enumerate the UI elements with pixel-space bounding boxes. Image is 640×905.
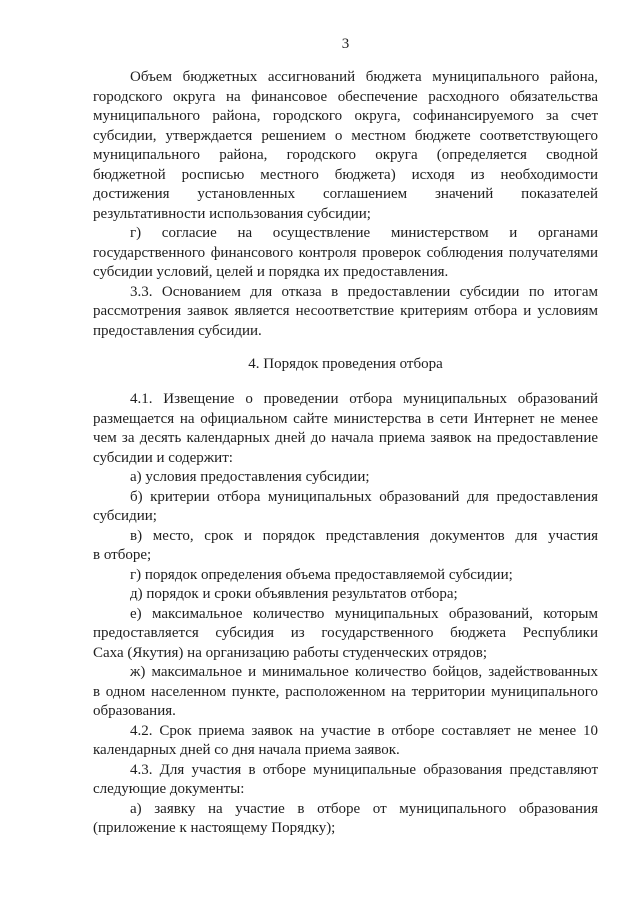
- paragraph: [93, 585, 598, 605]
- text-line: г) согласие на осуществление министерством и органами: [130, 225, 598, 242]
- text-line: в) место, срок и порядок представления документов для участия: [130, 527, 598, 544]
- text-line: Саха (Якутия) на организацию работы студенческих отрядов;: [93, 644, 488, 661]
- text-line: 4.2. Срок приема заявок на участие в отборе составляет не менее 10: [130, 722, 598, 739]
- text-line: муниципального района, городского округа (определяется сводной: [93, 147, 598, 164]
- paragraph: [93, 68, 598, 224]
- paragraph: [93, 761, 598, 800]
- text-line: чем за десять календарных дней до начала приема заявок на предоставление: [93, 430, 598, 447]
- section-4-body: [93, 390, 598, 839]
- text-line: (приложение к настоящему Порядку);: [93, 820, 336, 837]
- text-line: результативности использования субсидии;: [93, 205, 371, 222]
- text-line: достижения установленных соглашением значений показателей: [93, 186, 598, 203]
- paragraph: [93, 566, 598, 586]
- paragraph: [93, 390, 598, 468]
- section-heading: 4. Порядок проведения отбора: [248, 356, 443, 373]
- text-line: субсидии, утверждается решением о местном бюджете соответствующего: [93, 127, 598, 144]
- text-line: б) критерии отбора муниципальных образований для предоставления: [130, 488, 598, 505]
- paragraph: [93, 722, 598, 761]
- text-line: предоставляется субсидия из государственного бюджета Республики: [93, 625, 598, 642]
- page-number: 3: [341, 36, 350, 52]
- text-line: субсидии и содержит:: [93, 449, 233, 466]
- paragraph: [93, 224, 598, 283]
- text-line: рассмотрения заявок является несоответствие критериям отбора и условиям: [93, 303, 598, 320]
- text-line: а) заявку на участие в отборе от муниципального образования: [130, 800, 598, 817]
- document-page: [93, 35, 598, 839]
- paragraph: [93, 800, 598, 839]
- text-line: календарных дней со дня начала приема заявок.: [93, 742, 400, 759]
- text-line: муниципального района, городского округа, софинансируемого за счет: [93, 108, 598, 125]
- text-line: 4.1. Извещение о проведении отбора муниципальных образований: [130, 391, 598, 408]
- text-line: следующие документы:: [93, 781, 245, 798]
- text-line: г) порядок определения объема предоставляемой субсидии;: [130, 566, 513, 583]
- paragraph: [93, 527, 598, 566]
- paragraph: [93, 663, 598, 722]
- text-line: государственного финансового контроля проверок соблюдения получателями: [93, 244, 598, 261]
- section-1-body: [93, 68, 598, 341]
- paragraph: [93, 283, 598, 342]
- text-line: городского округа на финансовое обеспечение расходного обязательства: [93, 88, 598, 105]
- text-line: а) условия предоставления субсидии;: [130, 469, 370, 486]
- text-line: ж) максимальное и минимальное количество бойцов, задействованных: [130, 664, 598, 681]
- text-line: Объем бюджетных ассигнований бюджета муниципального района,: [130, 69, 598, 86]
- text-line: в одном населенном пункте, расположенном на территории муниципального: [93, 683, 598, 700]
- paragraph: [93, 468, 598, 488]
- text-line: бюджетной росписью местного бюджета) исходя из необходимости: [93, 166, 598, 183]
- text-line: в отборе;: [93, 547, 152, 564]
- text-line: субсидии условий, целей и порядка их предоставления.: [93, 264, 449, 281]
- text-line: е) максимальное количество муниципальных образований, которым: [130, 605, 598, 622]
- text-line: 4.3. Для участия в отборе муниципальные образования представляют: [130, 761, 598, 778]
- paragraph: [93, 488, 598, 527]
- text-line: образования.: [93, 703, 176, 720]
- text-line: д) порядок и сроки объявления результатов отбора;: [130, 586, 458, 603]
- text-line: субсидии;: [93, 508, 157, 525]
- text-line: 3.3. Основанием для отказа в предоставлении субсидии по итогам: [130, 283, 598, 300]
- text-line: предоставления субсидии.: [93, 322, 262, 339]
- paragraph: [93, 605, 598, 664]
- text-line: размещается на официальном сайте министерства в сети Интернет не менее: [93, 410, 598, 427]
